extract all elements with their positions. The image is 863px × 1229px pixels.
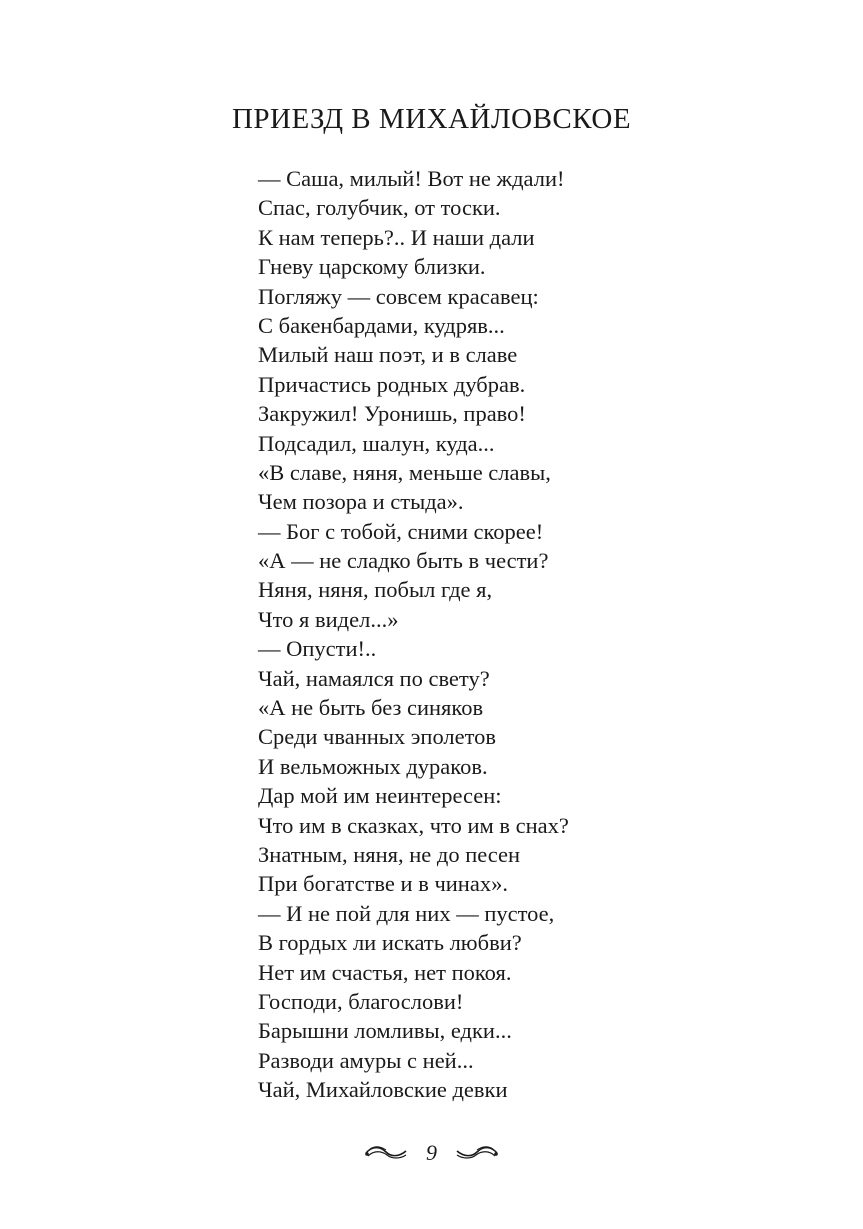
page-footer	[0, 1136, 863, 1170]
poem-line: В гордых ли искать любви?	[258, 930, 522, 956]
poem-line: Дар мой им неинтересен:	[258, 783, 502, 809]
page-number: 9	[426, 1140, 437, 1165]
poem-line: — И не пой для них — пустое,	[258, 900, 555, 926]
page-title: ПРИЕЗД В МИХАЙЛОВСКОЕ	[231, 103, 632, 135]
poem-line: «А — не сладко быть в чести?	[258, 548, 549, 574]
poem-line: Милый наш поэт, и в славе	[258, 342, 518, 368]
poem-line: Погляжу — совсем красавец:	[258, 283, 539, 309]
poem-line: Спас, голубчик, от тоски.	[258, 195, 501, 221]
poem-line: Что им в сказках, что им в снах?	[258, 812, 569, 838]
flourish-right-icon	[455, 1144, 499, 1162]
poem-line: Господи, благослови!	[258, 988, 464, 1014]
poem-line: «А не быть без синяков	[258, 695, 484, 721]
poem-line: Няня, няня, побыл где я,	[258, 577, 493, 603]
poem-line: Подсадил, шалун, куда...	[258, 430, 495, 456]
poem-line: Гневу царскому близки.	[258, 254, 486, 280]
poem-line: Барышни ломливы, едки...	[258, 1018, 512, 1044]
poem-line: — Саша, милый! Вот не ждали!	[258, 166, 565, 191]
poem-line: Закружил! Уронишь, право!	[258, 401, 526, 427]
poem-line: Причастись родных дубрав.	[258, 371, 526, 397]
poem-line: Разводи амуры с ней...	[258, 1047, 474, 1073]
poem-line: Знатным, няня, не до песен	[258, 841, 521, 867]
poem-line: — Опусти!..	[258, 636, 377, 662]
poem-line: «В славе, няня, меньше славы,	[258, 459, 551, 485]
poem-body	[258, 164, 569, 1105]
poem-line: — Бог с тобой, сними скорее!	[258, 518, 544, 544]
poem-line: И вельможных дураков.	[258, 753, 488, 779]
poem-line: При богатстве и в чинах».	[258, 871, 508, 897]
poem-line: Что я видел...»	[258, 606, 399, 632]
flourish-left-icon	[364, 1144, 408, 1162]
poem-line: Чай, Михайловские девки	[258, 1077, 508, 1103]
poem-line: С бакенбардами, кудряв...	[258, 312, 505, 338]
poem-line: К нам теперь?.. И наши дали	[258, 224, 535, 250]
poem-line: Среди чванных эполетов	[258, 724, 497, 750]
poem-line: Нет им счастья, нет покоя.	[258, 959, 512, 985]
poem-line: Чай, намаялся по свету?	[258, 665, 490, 691]
poem-line: Чем позора и стыда».	[258, 489, 464, 515]
